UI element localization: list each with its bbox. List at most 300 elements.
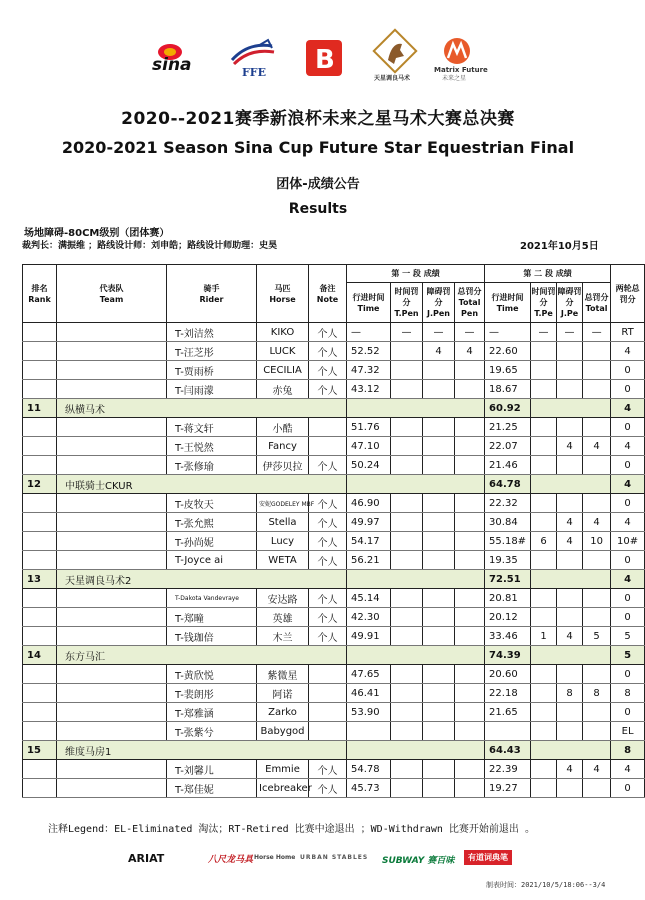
horse-name: Emmie (257, 760, 309, 779)
r1-total (455, 684, 485, 703)
r1-tpen (391, 684, 423, 703)
r1-tpen (391, 342, 423, 361)
r1-time: 49.97 (347, 513, 391, 532)
rank-cell (23, 418, 57, 437)
horse-name: 英雄 (257, 608, 309, 627)
note-cell (309, 722, 347, 741)
r1-total (455, 627, 485, 646)
sponsor-bar (0, 848, 636, 872)
rider-name: T-郑佳妮 (167, 779, 257, 798)
r1-jpen-header: 障碍罚分 J.Pen (423, 283, 455, 323)
r2-tpen: — (531, 323, 557, 342)
rider-name: T-皮牧天 (167, 494, 257, 513)
r2-tpen: 1 (531, 627, 557, 646)
team-cell (57, 760, 167, 779)
rider-name: T-刘馨儿 (167, 760, 257, 779)
note-cell: 个人 (309, 494, 347, 513)
r1-tpen (391, 722, 423, 741)
team-cell (57, 627, 167, 646)
r1-time: 47.65 (347, 665, 391, 684)
note-cell: 个人 (309, 456, 347, 475)
r2-jpen (557, 551, 583, 570)
r2-time: 21.25 (485, 418, 531, 437)
rider-row (23, 418, 645, 437)
horse-name: 木兰 (257, 627, 309, 646)
rank-cell (23, 323, 57, 342)
rider-row (23, 608, 645, 627)
team-cell (57, 494, 167, 513)
r1-total (455, 608, 485, 627)
title-cn: 2020--2021赛季新浪杯未来之星马术大赛总决赛 (121, 109, 515, 129)
r1-jpen: 4 (423, 342, 455, 361)
team-filler (531, 475, 611, 494)
two-round-total: 0 (611, 703, 645, 722)
team-filler (531, 741, 611, 760)
r2-time: 22.32 (485, 494, 531, 513)
sina-logo-text: sina (152, 55, 192, 75)
horse-name: 阿诺 (257, 684, 309, 703)
rider-row (23, 722, 645, 741)
rank-cell (23, 513, 57, 532)
team-filler (347, 475, 485, 494)
rider-name: T-王悦然 (167, 437, 257, 456)
rank-cell (23, 627, 57, 646)
r2-tpen (531, 684, 557, 703)
r1-total: 4 (455, 342, 485, 361)
rider-name: T-张修瑜 (167, 456, 257, 475)
team-cell (57, 779, 167, 798)
rider-name: T-刘洁然 (167, 323, 257, 342)
rider-name: T-闫雨濛 (167, 380, 257, 399)
two-round-header: 两轮总罚分 (611, 265, 645, 323)
two-round-total: 0 (611, 779, 645, 798)
team-total-time: 72.51 (485, 570, 531, 589)
r1-jpen (423, 703, 455, 722)
two-round-total: 4 (611, 342, 645, 361)
r2-total (583, 494, 611, 513)
r2-jpen (557, 589, 583, 608)
two-round-total: 5 (611, 627, 645, 646)
rider-row (23, 684, 645, 703)
rider-row (23, 494, 645, 513)
r2-time: 22.39 (485, 760, 531, 779)
legend: 注释Legend：EL-Eliminated 淘汰；RT-Retired 比赛中途退出 ；WD-Withdrawn 比赛开始前退出 。 (48, 824, 535, 835)
r1-total (455, 760, 485, 779)
team-cell (57, 703, 167, 722)
r2-jpen: 4 (557, 532, 583, 551)
rank-cell (23, 456, 57, 475)
matrix-future-logo-cn: 未来之星 (442, 75, 467, 82)
team-total-time: 60.92 (485, 399, 531, 418)
r1-jpen (423, 532, 455, 551)
rank-cell (23, 779, 57, 798)
horse-name: LUCK (257, 342, 309, 361)
rank-cell (23, 342, 57, 361)
horse-name: Zarko (257, 703, 309, 722)
r1-time: 52.52 (347, 342, 391, 361)
team-row (23, 475, 645, 494)
r1-tpen-header: 时间罚分 T.Pen (391, 283, 423, 323)
note-cell: 个人 (309, 380, 347, 399)
team-name: 中联骑士CKUR (57, 475, 347, 494)
sina-logo (150, 40, 210, 74)
rank-header: 排名 Rank (23, 265, 57, 323)
r1-jpen (423, 589, 455, 608)
two-round-total: EL (611, 722, 645, 741)
r1-time: 45.14 (347, 589, 391, 608)
r1-jpen (423, 456, 455, 475)
r1-total (455, 361, 485, 380)
rider-name: T-钱珈倍 (167, 627, 257, 646)
note-cell: 个人 (309, 589, 347, 608)
team-row (23, 570, 645, 589)
r2-time: 33.46 (485, 627, 531, 646)
r1-time: 43.12 (347, 380, 391, 399)
team-cell (57, 684, 167, 703)
r1-tpen (391, 703, 423, 722)
r1-time: 53.90 (347, 703, 391, 722)
horse-name: 伊莎贝拉 (257, 456, 309, 475)
note-cell: 个人 (309, 342, 347, 361)
two-round-total: 4 (611, 513, 645, 532)
team-filler (347, 399, 485, 418)
r2-total (583, 722, 611, 741)
two-round-total: 0 (611, 589, 645, 608)
r2-time: 22.07 (485, 437, 531, 456)
two-round-total: 4 (611, 760, 645, 779)
r2-jpen (557, 703, 583, 722)
r1-tpen (391, 779, 423, 798)
rider-row (23, 627, 645, 646)
team-row (23, 646, 645, 665)
r2-total (583, 551, 611, 570)
team-name: 天星调良马术2 (57, 570, 347, 589)
b-brand-logo-text: B (315, 45, 335, 75)
r2-tpen: 6 (531, 532, 557, 551)
team-header: 代表队 Team (57, 265, 167, 323)
r2-total (583, 589, 611, 608)
note-cell: 个人 (309, 627, 347, 646)
two-round-total: 4 (611, 437, 645, 456)
r1-total (455, 722, 485, 741)
r1-total (455, 589, 485, 608)
rank-cell (23, 437, 57, 456)
r1-tpen (391, 494, 423, 513)
horse-name: 赤兔 (257, 380, 309, 399)
r2-total: 10 (583, 532, 611, 551)
rank-cell (23, 684, 57, 703)
r1-time: 47.10 (347, 437, 391, 456)
team-two-round-total: 8 (611, 741, 645, 760)
r1-time: 49.91 (347, 627, 391, 646)
two-round-total: 0 (611, 456, 645, 475)
logo-bar (0, 34, 636, 84)
r1-jpen (423, 608, 455, 627)
made-time: 制表时间：2021/10/5/18:06--3/4 (486, 881, 606, 889)
team-cell (57, 532, 167, 551)
r1-tpen (391, 380, 423, 399)
r2-tpen (531, 722, 557, 741)
rider-row (23, 532, 645, 551)
team-cell (57, 342, 167, 361)
r2-time-header: 行进时间 Time (485, 283, 531, 323)
r1-tpen: — (391, 323, 423, 342)
r1-jpen (423, 551, 455, 570)
r1-jpen (423, 722, 455, 741)
team-cell (57, 380, 167, 399)
rider-name: T-贾雨桥 (167, 361, 257, 380)
results-body (23, 323, 645, 798)
horse-club-logo-text: 天星调良马术 (374, 75, 411, 82)
title-en: 2020-2021 Season Sina Cup Future Star Equestrian Final (61, 138, 575, 157)
r2-jpen (557, 380, 583, 399)
team-two-round-total: 4 (611, 475, 645, 494)
r2-jpen (557, 722, 583, 741)
r1-time: 42.30 (347, 608, 391, 627)
r2-time (485, 722, 531, 741)
rider-row (23, 361, 645, 380)
rider-row (23, 513, 645, 532)
r2-total (583, 779, 611, 798)
r2-total (583, 361, 611, 380)
team-cell (57, 665, 167, 684)
r2-tpen (531, 361, 557, 380)
rank-cell (23, 703, 57, 722)
r1-jpen (423, 494, 455, 513)
team-two-round-total: 5 (611, 646, 645, 665)
rider-name: T-Joyce ai (167, 551, 257, 570)
r1-tpen (391, 361, 423, 380)
team-row (23, 399, 645, 418)
r2-jpen: 4 (557, 437, 583, 456)
r1-total (455, 532, 485, 551)
note-cell: 个人 (309, 323, 347, 342)
rider-row (23, 779, 645, 798)
r2-tpen (531, 437, 557, 456)
r1-tpen (391, 418, 423, 437)
rider-row (23, 437, 645, 456)
team-cell (57, 551, 167, 570)
r2-time: 21.46 (485, 456, 531, 475)
r2-time: 19.35 (485, 551, 531, 570)
ffe-logo (228, 38, 278, 78)
note-header: 备注 Note (309, 265, 347, 323)
team-name: 东方马汇 (57, 646, 347, 665)
r2-jpen: — (557, 323, 583, 342)
r1-tpen (391, 551, 423, 570)
officials-line: 裁判长：满振维 ；路线设计师：刘申皓；路线设计师助理：史昊 (22, 241, 278, 251)
r2-jpen (557, 665, 583, 684)
team-cell (57, 437, 167, 456)
r1-total (455, 437, 485, 456)
r2-tpen-header: 时间罚分 T.Pe (531, 283, 557, 323)
r1-total (455, 494, 485, 513)
horse-name: Babygod (257, 722, 309, 741)
two-round-total: 0 (611, 361, 645, 380)
round2-header: 第 二 段 成绩 (485, 265, 611, 283)
rider-name: T-孙尚妮 (167, 532, 257, 551)
team-total-time: 64.43 (485, 741, 531, 760)
rider-name: T-张紫兮 (167, 722, 257, 741)
r1-tpen (391, 456, 423, 475)
r2-tpen (531, 342, 557, 361)
r1-tpen (391, 532, 423, 551)
note-cell: 个人 (309, 760, 347, 779)
team-rank: 12 (23, 475, 57, 494)
r1-total (455, 456, 485, 475)
r2-time: 20.60 (485, 665, 531, 684)
note-cell: 个人 (309, 779, 347, 798)
r1-jpen (423, 513, 455, 532)
team-filler (347, 570, 485, 589)
two-round-total: RT (611, 323, 645, 342)
horse-name: Lucy (257, 532, 309, 551)
event-date: 2021年10月5日 (520, 241, 599, 252)
r2-time: 21.65 (485, 703, 531, 722)
r2-tpen (531, 589, 557, 608)
rank-cell (23, 665, 57, 684)
r1-tpen (391, 760, 423, 779)
r1-total (455, 418, 485, 437)
r1-jpen (423, 627, 455, 646)
team-filler (531, 570, 611, 589)
r2-time: 20.12 (485, 608, 531, 627)
team-cell (57, 323, 167, 342)
rider-row (23, 589, 645, 608)
matrix-future-logo-text: Matrix Future (434, 66, 488, 74)
r2-jpen: 4 (557, 513, 583, 532)
r2-jpen (557, 361, 583, 380)
matrix-future-logo (430, 36, 490, 82)
sponsor-bachi: 八尺龙马具 (208, 855, 254, 865)
r2-time: 22.60 (485, 342, 531, 361)
note-cell: 个人 (309, 513, 347, 532)
r2-jpen (557, 342, 583, 361)
rider-row (23, 342, 645, 361)
r1-jpen (423, 380, 455, 399)
horse-name: Icebreaker (257, 779, 309, 798)
team-filler (531, 646, 611, 665)
rider-row (23, 323, 645, 342)
sponsor-subway: SUBWAY 赛百味 (382, 856, 455, 866)
r2-total (583, 608, 611, 627)
r1-total-header: 总罚分 Total Pen (455, 283, 485, 323)
r1-total (455, 513, 485, 532)
r1-tpen (391, 589, 423, 608)
team-cell (57, 722, 167, 741)
r2-tpen (531, 779, 557, 798)
rider-name: T-汪芝彤 (167, 342, 257, 361)
r1-time: — (347, 323, 391, 342)
r1-time: 45.73 (347, 779, 391, 798)
team-name: 维度马房1 (57, 741, 347, 760)
rider-row (23, 551, 645, 570)
r1-total: — (455, 323, 485, 342)
sponsor-urban-stables: URBAN STABLES (300, 854, 369, 861)
rank-cell (23, 361, 57, 380)
rider-name: T-张允熙 (167, 513, 257, 532)
r2-time: 55.18# (485, 532, 531, 551)
r2-jpen-header: 障碍罚分 J.Pe (557, 283, 583, 323)
r2-tpen (531, 551, 557, 570)
r1-jpen (423, 760, 455, 779)
team-filler (531, 399, 611, 418)
horse-name: 紫微星 (257, 665, 309, 684)
team-total-time: 64.78 (485, 475, 531, 494)
r1-jpen (423, 361, 455, 380)
team-rank: 13 (23, 570, 57, 589)
team-cell (57, 456, 167, 475)
r2-time: — (485, 323, 531, 342)
class-name: 场地障碍-80CM级别（团体赛） (24, 228, 170, 239)
team-cell (57, 589, 167, 608)
two-round-total: 0 (611, 418, 645, 437)
r2-time: 30.84 (485, 513, 531, 532)
sponsor-youdao: 有道词典笔 (464, 850, 512, 865)
rider-name: T-蒋文轩 (167, 418, 257, 437)
r2-total (583, 665, 611, 684)
r1-total (455, 380, 485, 399)
horse-name: Fancy (257, 437, 309, 456)
r1-time: 47.32 (347, 361, 391, 380)
horse-name: WETA (257, 551, 309, 570)
rider-name: T-黄欣悦 (167, 665, 257, 684)
note-cell: 个人 (309, 608, 347, 627)
r1-time: 50.24 (347, 456, 391, 475)
note-cell: 个人 (309, 361, 347, 380)
team-total-time: 74.39 (485, 646, 531, 665)
team-cell (57, 513, 167, 532)
r2-total: 8 (583, 684, 611, 703)
rank-cell (23, 494, 57, 513)
rider-row (23, 760, 645, 779)
two-round-total: 0 (611, 494, 645, 513)
rider-row (23, 456, 645, 475)
note-cell: 个人 (309, 551, 347, 570)
r1-jpen (423, 779, 455, 798)
team-cell (57, 418, 167, 437)
note-cell (309, 703, 347, 722)
team-cell (57, 608, 167, 627)
r1-time: 46.90 (347, 494, 391, 513)
note-cell (309, 665, 347, 684)
horse-name: CECILIA (257, 361, 309, 380)
subtitle-cn: 团体-成绩公告 (276, 177, 360, 192)
r2-tpen (531, 418, 557, 437)
r1-total (455, 665, 485, 684)
r1-time: 54.78 (347, 760, 391, 779)
r2-jpen (557, 494, 583, 513)
team-row (23, 741, 645, 760)
r1-time-header: 行进时间 Time (347, 283, 391, 323)
r1-time: 56.21 (347, 551, 391, 570)
rider-name: T-裴朗彤 (167, 684, 257, 703)
r2-total: 5 (583, 627, 611, 646)
b-brand-logo (306, 40, 342, 76)
r2-tpen (531, 703, 557, 722)
note-cell (309, 418, 347, 437)
rank-cell (23, 380, 57, 399)
horse-header: 马匹 Horse (257, 265, 309, 323)
r2-total (583, 418, 611, 437)
note-cell: 个人 (309, 532, 347, 551)
rank-cell (23, 760, 57, 779)
team-rank: 11 (23, 399, 57, 418)
r2-tpen (531, 760, 557, 779)
r2-tpen (531, 665, 557, 684)
r2-time: 20.81 (485, 589, 531, 608)
horse-name: 安妮GODELEY MBF (257, 494, 309, 513)
